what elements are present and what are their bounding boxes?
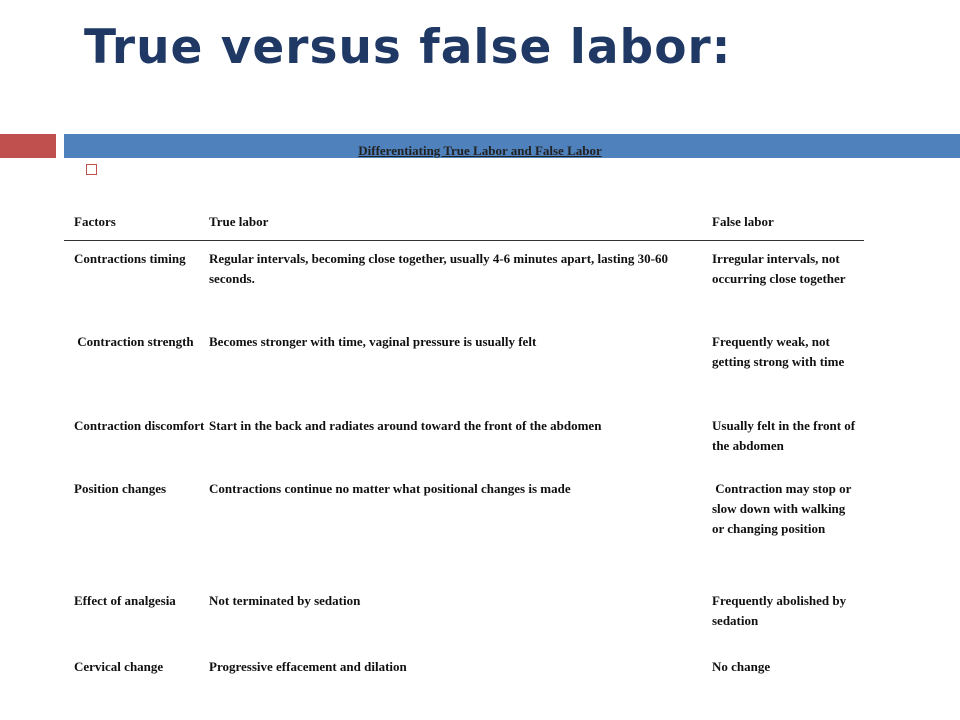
comparison-table bbox=[64, 204, 864, 683]
cell-false-labor: Usually felt in the front of the abdomen bbox=[712, 418, 856, 453]
square-bullet-icon bbox=[86, 164, 97, 175]
table-row bbox=[64, 585, 864, 653]
table-row bbox=[64, 325, 864, 409]
table-caption: Differentiating True Labor and False Labor bbox=[358, 143, 602, 158]
table-row bbox=[64, 653, 864, 683]
cell-factor: Effect of analgesia bbox=[74, 593, 176, 608]
header-true-labor: True labor bbox=[209, 214, 269, 229]
cell-true-labor: Not terminated by sedation bbox=[209, 593, 361, 608]
cell-false-labor: Irregular intervals, not occurring close together bbox=[712, 251, 846, 286]
cell-true-labor: Contractions continue no matter what positional changes is made bbox=[209, 481, 571, 496]
header-factors: Factors bbox=[74, 214, 116, 229]
cell-factor: Position changes bbox=[74, 481, 167, 496]
table-header-row bbox=[64, 204, 864, 241]
cell-true-labor: Start in the back and radiates around toward the front of the abdomen bbox=[209, 418, 602, 433]
cell-factor: Cervical change bbox=[74, 659, 164, 674]
cell-true-labor: Becomes stronger with time, vaginal pressure is usually felt bbox=[209, 334, 537, 349]
table-row bbox=[64, 472, 864, 585]
cell-false-labor: No change bbox=[712, 659, 771, 674]
header-false-labor: False labor bbox=[712, 214, 774, 229]
page-title: True versus false labor: bbox=[84, 20, 732, 75]
cell-false-labor: Contraction may stop or slow down with walking or changing position bbox=[712, 481, 855, 536]
cell-true-labor: Progressive effacement and dilation bbox=[209, 659, 407, 674]
table-row bbox=[64, 409, 864, 472]
cell-true-labor: Regular intervals, becoming close together, usually 4-6 minutes apart, lasting 30-60 seconds. bbox=[209, 251, 668, 286]
table-row bbox=[64, 241, 864, 325]
cell-factor: Contraction discomfort bbox=[74, 418, 205, 433]
cell-false-labor: Frequently weak, not getting strong with time bbox=[712, 334, 845, 369]
cell-false-labor: Frequently abolished by sedation bbox=[712, 593, 847, 628]
cell-factor: Contractions timing bbox=[74, 251, 186, 266]
cell-factor: Contraction strength bbox=[74, 334, 194, 349]
